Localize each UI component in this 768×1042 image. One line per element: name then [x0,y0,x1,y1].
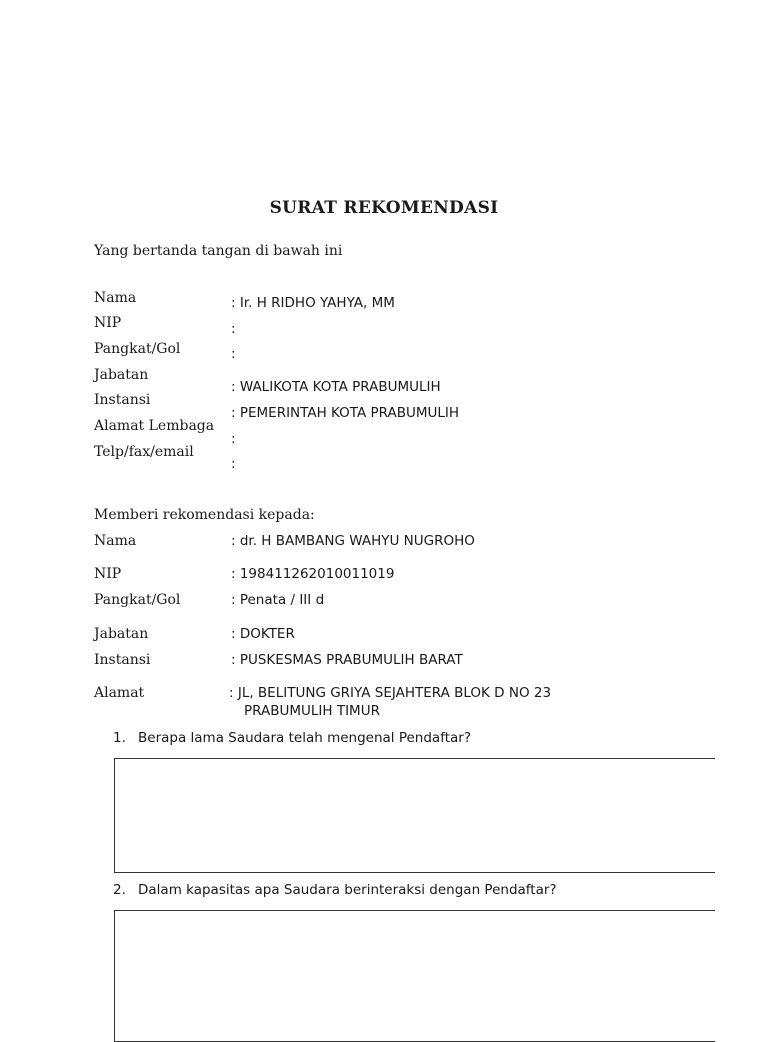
recipient-value-address-line2: PRABUMULIH TIMUR [244,703,380,719]
recipient-label-nip: NIP [94,566,122,582]
recipient-label-agency: Instansi [94,652,151,668]
question-2-number: 2. [113,882,126,898]
recommend-heading: Memberi rekomendasi kepada: [94,507,315,523]
recipient-value-nip: : 198411262010011019 [231,566,395,582]
recipient-label-address: Alamat [94,685,145,701]
signer-value-nip: : [231,321,236,337]
signer-label-agency: Instansi [94,392,151,408]
recipient-label-position: Jabatan [94,626,149,642]
document-title: SURAT REKOMENDASI [269,198,499,218]
recipient-value-rank: : Penata / III d [231,592,325,608]
question-1-number: 1. [113,730,126,746]
intro-text: Yang bertanda tangan di bawah ini [94,243,343,259]
signer-label-name: Nama [94,290,137,306]
signer-label-position: Jabatan [94,367,149,383]
signer-value-position: : WALIKOTA KOTA PRABUMULIH [231,379,441,395]
recipient-label-name: Nama [94,533,137,549]
recipient-value-agency: : PUSKESMAS PRABUMULIH BARAT [231,652,463,668]
signer-value-agency: : PEMERINTAH KOTA PRABUMULIH [231,405,460,421]
recipient-value-address-line1: : JL, BELITUNG GRIYA SEJAHTERA BLOK D NO 23 [229,685,552,701]
signer-label-rank: Pangkat/Gol [94,341,181,357]
recipient-label-rank: Pangkat/Gol [94,592,181,608]
question-2-answer-box[interactable] [114,910,715,1042]
signer-label-nip: NIP [94,315,122,331]
signer-value-contact: : [231,456,236,472]
signer-label-contact: Telp/fax/email [94,444,194,460]
signer-label-agency-address: Alamat Lembaga [94,418,215,434]
signer-value-name: : Ir. H RIDHO YAHYA, MM [231,295,395,311]
recipient-value-position: : DOKTER [231,626,295,642]
signer-value-agency-address: : [231,431,236,447]
recipient-value-name: : dr. H BAMBANG WAHYU NUGROHO [231,533,475,549]
question-1-text: Berapa lama Saudara telah mengenal Pendaftar? [138,730,472,746]
question-1-answer-box[interactable] [114,758,715,873]
signer-value-rank: : [231,346,236,362]
question-2-text: Dalam kapasitas apa Saudara berinteraksi dengan Pendaftar? [138,882,557,898]
